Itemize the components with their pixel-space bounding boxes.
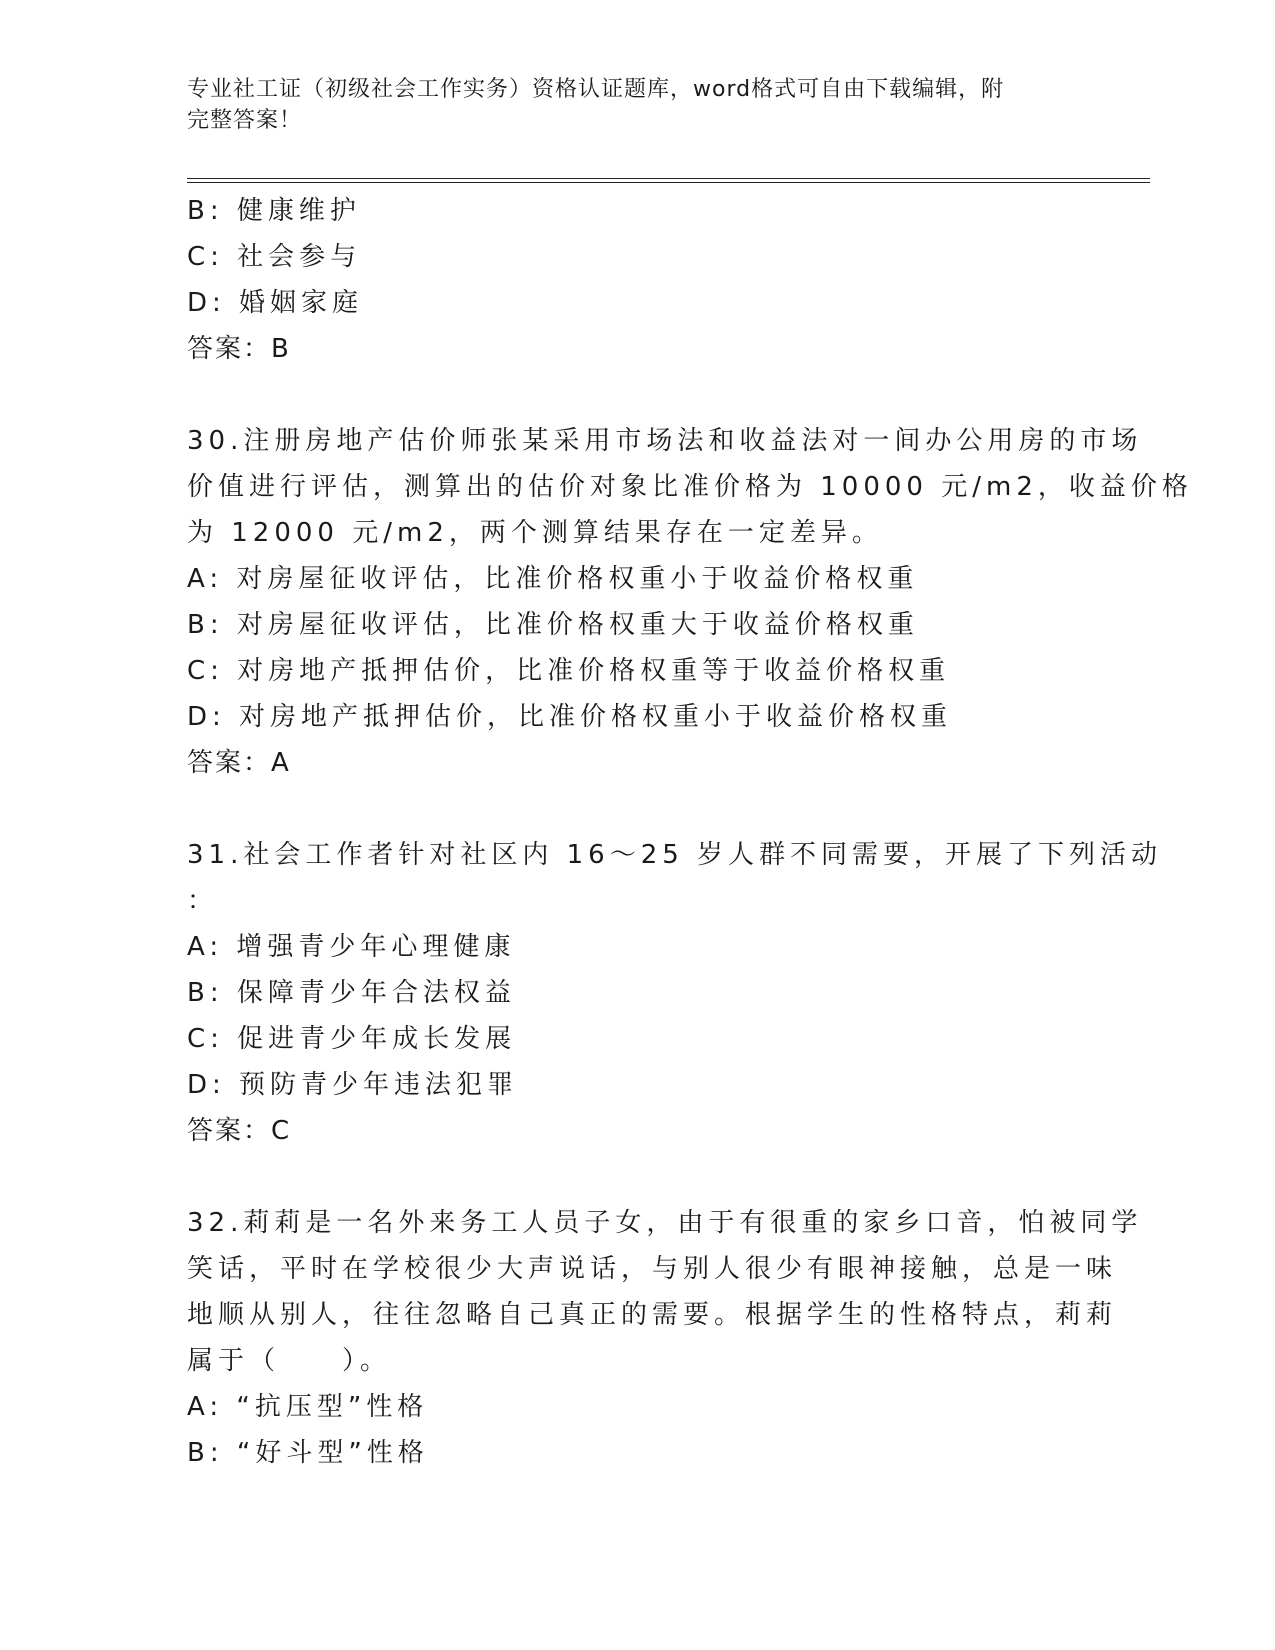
option-b: B: 对房屋征收评估，比准价格权重大于收益价格权重 (187, 610, 919, 640)
question-stem-line: 价值进行评估，测算出的估价对象比准价格为 10000 元/m2，收益价格 (187, 472, 1193, 502)
question-stem-line: 31.社会工作者针对社区内 16～25 岁人群不同需要，开展了下列活动 (187, 840, 1163, 870)
header-title-line-2: 完整答案！ (187, 108, 303, 133)
spacer (187, 1154, 1087, 1200)
option-d: D: 婚姻家庭 (187, 288, 364, 318)
question-31 (187, 832, 1163, 1154)
option-a: A: 增强青少年心理健康 (187, 932, 516, 962)
question-stem-line: 笑话，平时在学校很少大声说话，与别人很少有眼神接触，总是一味 (187, 1254, 1118, 1284)
document-body (187, 188, 1193, 1476)
question-32 (187, 1200, 1143, 1476)
option-a: A: 对房屋征收评估，比准价格权重小于收益价格权重 (187, 564, 919, 594)
question-stem-line: ： (187, 886, 219, 916)
question-stem-line: 为 12000 元/m2，两个测算结果存在一定差异。 (187, 518, 883, 548)
question-stem-line: 30.注册房地产估价师张某采用市场法和收益法对一间办公用房的市场 (187, 426, 1143, 456)
option-a: A: “抗压型”性格 (187, 1392, 429, 1422)
answer: 答案：B (187, 334, 291, 364)
question-stem-line: 地顺从别人，往往忽略自己真正的需要。根据学生的性格特点，莉莉 (187, 1300, 1118, 1330)
option-d: D: 预防青少年违法犯罪 (187, 1070, 519, 1100)
option-d: D: 对房地产抵押估价，比准价格权重小于收益价格权重 (187, 702, 953, 732)
option-c: C: 对房地产抵押估价，比准价格权重等于收益价格权重 (187, 656, 951, 686)
document-header (187, 74, 1087, 136)
spacer (187, 786, 1087, 832)
spacer (187, 372, 1087, 418)
header-divider-bottom (187, 182, 1150, 183)
option-b: B: 保障青少年合法权益 (187, 978, 516, 1008)
option-b: B: “好斗型”性格 (187, 1438, 429, 1468)
option-c: C: 社会参与 (187, 242, 362, 272)
question-29-tail (187, 188, 1087, 372)
question-stem-line: 32.莉莉是一名外来务工人员子女，由于有很重的家乡口音，怕被同学 (187, 1208, 1143, 1238)
header-title-line-1: 专业社工证（初级社会工作实务）资格认证题库，word格式可自由下载编辑，附 (187, 77, 1005, 102)
option-b: B: 健康维护 (187, 196, 361, 226)
question-30 (187, 418, 1193, 786)
question-stem-line: 属于（ ）。 (187, 1346, 392, 1376)
option-c: C: 促进青少年成长发展 (187, 1024, 517, 1054)
answer: 答案：C (187, 1116, 292, 1146)
answer: 答案：A (187, 748, 291, 778)
header-divider-top (187, 178, 1150, 179)
